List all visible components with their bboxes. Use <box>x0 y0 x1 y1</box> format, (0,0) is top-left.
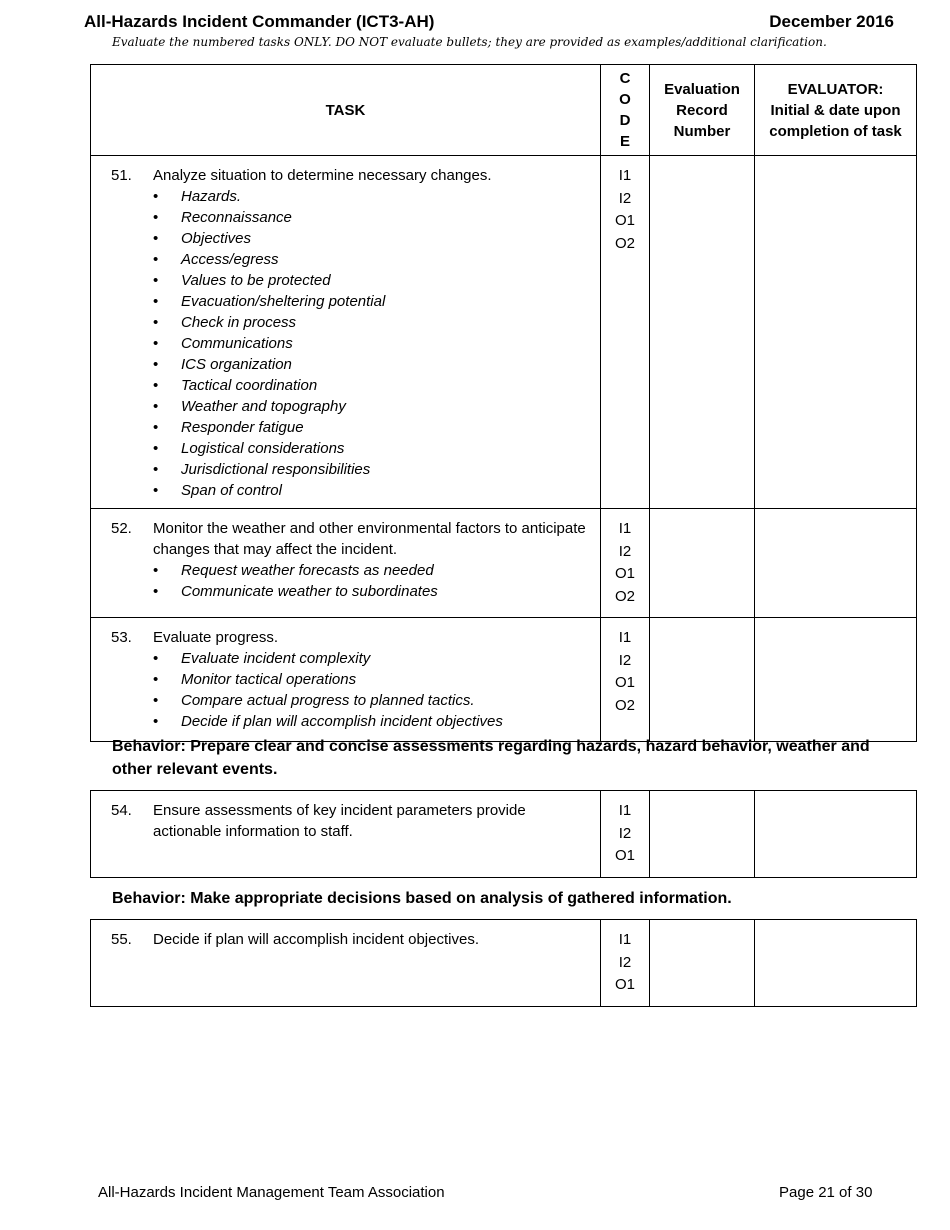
code-value: O2 <box>614 587 635 605</box>
record-number-cell[interactable] <box>650 618 755 742</box>
evaluator-initials-cell[interactable] <box>755 791 917 878</box>
code-value: I2 <box>618 189 632 207</box>
footer-organization: All-Hazards Incident Management Team Association <box>98 1184 445 1201</box>
code-header-letter: C <box>619 70 631 87</box>
bullet-item: • Decide if plan will accomplish incident objectives <box>153 711 592 732</box>
evaluator-initials-cell[interactable] <box>755 509 917 618</box>
task-bullets <box>111 186 592 501</box>
task-bullets <box>111 560 592 602</box>
task-text: Ensure assessments of key incident parameters provide actionable information to staff. <box>153 802 526 840</box>
bullet-item: • Hazards. <box>153 186 592 207</box>
code-value: I1 <box>618 167 632 184</box>
bullet-item: • Logistical considerations <box>153 438 592 459</box>
bullet-item: • Communicate weather to subordinates <box>153 581 592 602</box>
code-value: I1 <box>618 931 632 948</box>
task-table-55 <box>90 919 917 1007</box>
bullet-item: • Weather and topography <box>153 396 592 417</box>
behavior-heading: Behavior: Make appropriate decisions based on analysis of gathered information. <box>112 890 732 907</box>
code-cell <box>601 618 650 742</box>
code-value: I1 <box>618 629 632 646</box>
code-value: I2 <box>618 953 632 971</box>
table-header-row <box>91 65 917 156</box>
bullet-item: • Values to be protected <box>153 270 592 291</box>
bullet-item: • Evaluate incident complexity <box>153 648 592 669</box>
record-number-cell[interactable] <box>650 791 755 878</box>
task-table-main <box>90 64 917 742</box>
task-row <box>91 156 917 509</box>
bullet-item: • ICS organization <box>153 354 592 375</box>
code-value: O1 <box>614 674 635 691</box>
code-value: I1 <box>618 802 632 819</box>
code-value: O1 <box>614 976 635 993</box>
record-number-cell[interactable] <box>650 920 755 1007</box>
code-value: O1 <box>614 847 635 864</box>
task-number: 51. <box>111 167 132 184</box>
task-text: Evaluate progress. <box>153 629 279 646</box>
code-value: I1 <box>618 520 632 537</box>
bullet-item: • Responder fatigue <box>153 417 592 438</box>
code-value: O1 <box>614 212 635 229</box>
task-text: Monitor the weather and other environmental factors to anticipate changes that may affect the incident. <box>153 520 586 558</box>
evaluator-initials-cell[interactable] <box>755 920 917 1007</box>
document-date: December 2016 <box>769 12 894 31</box>
task-number: 52. <box>111 520 132 537</box>
task-number: 55. <box>111 931 132 948</box>
bullet-item: • Tactical coordination <box>153 375 592 396</box>
code-header-letter: D <box>619 112 631 129</box>
evaluation-instructions: Evaluate the numbered tasks ONLY. DO NOT evaluate bullets; they are provided as examples/additional clarification. <box>112 35 827 49</box>
evaluator-column-header: EVALUATOR: Initial & date upon completion of task <box>755 65 917 156</box>
task-bullets <box>111 648 592 732</box>
code-value: I2 <box>618 824 632 842</box>
code-value: I2 <box>618 651 632 669</box>
task-cell <box>91 618 601 742</box>
task-cell <box>91 791 601 878</box>
bullet-item: • Compare actual progress to planned tactics. <box>153 690 592 711</box>
task-row <box>91 509 917 618</box>
code-cell <box>601 791 650 878</box>
bullet-item: • Jurisdictional responsibilities <box>153 459 592 480</box>
code-header-letter: O <box>619 91 631 108</box>
code-value: O2 <box>614 234 635 252</box>
task-row <box>91 618 917 742</box>
record-number-cell[interactable] <box>650 509 755 618</box>
task-text: Decide if plan will accomplish incident objectives. <box>153 931 479 948</box>
code-cell <box>601 156 650 509</box>
bullet-item: • Span of control <box>153 480 592 501</box>
code-column-header <box>601 65 650 156</box>
task-number: 53. <box>111 629 132 646</box>
document-title: All-Hazards Incident Commander (ICT3-AH) <box>84 12 435 31</box>
bullet-item: • Objectives <box>153 228 592 249</box>
task-row <box>91 920 917 1007</box>
page-number: Page 21 of 30 <box>779 1184 873 1201</box>
behavior-heading: Behavior: Prepare clear and concise assessments regarding hazards, hazard behavior, weather and other relevant events. <box>112 738 870 778</box>
code-value: O1 <box>614 565 635 582</box>
bullet-item: • Communications <box>153 333 592 354</box>
record-number-cell[interactable] <box>650 156 755 509</box>
code-cell <box>601 509 650 618</box>
evaluator-initials-cell[interactable] <box>755 156 917 509</box>
task-column-header: TASK <box>91 65 601 156</box>
bullet-item: • Reconnaissance <box>153 207 592 228</box>
code-cell <box>601 920 650 1007</box>
task-cell <box>91 509 601 618</box>
task-number: 54. <box>111 802 132 819</box>
task-table-54 <box>90 790 917 878</box>
code-value: I2 <box>618 542 632 560</box>
task-cell <box>91 920 601 1007</box>
code-header-letter: E <box>619 133 630 150</box>
code-value: O2 <box>614 696 635 714</box>
task-row <box>91 791 917 878</box>
bullet-item: • Check in process <box>153 312 592 333</box>
evaluator-initials-cell[interactable] <box>755 618 917 742</box>
record-column-header: Evaluation Record Number <box>650 65 755 156</box>
bullet-item: • Monitor tactical operations <box>153 669 592 690</box>
task-text: Analyze situation to determine necessary changes. <box>153 167 492 184</box>
bullet-item: • Access/egress <box>153 249 592 270</box>
bullet-item: • Request weather forecasts as needed <box>153 560 592 581</box>
task-cell <box>91 156 601 509</box>
bullet-item: • Evacuation/sheltering potential <box>153 291 592 312</box>
